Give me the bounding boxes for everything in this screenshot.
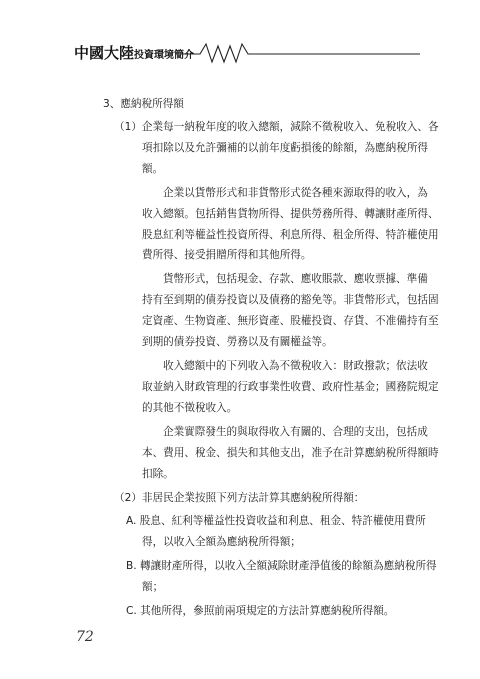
- paragraph-2-line-4: 費所得、接受捐贈所得和其他所得。: [142, 249, 312, 261]
- header-title-main: 中國大陸: [74, 44, 135, 62]
- paragraph-4-line-3: 的其他不徵稅收入。: [142, 402, 238, 414]
- paragraph-1-line-3: 額。: [142, 163, 164, 175]
- paragraph-3-line-3: 定資產、生物資產、無形資產、股權投資、存貨、不准備持有至: [142, 315, 439, 327]
- paragraph-4-line-1: 收入總額中的下列收入為不徵稅收入：財政撥款；依法收: [163, 360, 428, 372]
- item-c-line-1: C. 其他所得，參照前兩項規定的方法計算應納稅所得額。: [126, 605, 395, 617]
- paragraph-2-line-1: 企業以貨幣形式和非貨幣形式從各種來源取得的收入，為: [163, 187, 428, 199]
- item-a-line-1: A. 股息、紅利等權益性投資收益和利息、租金、特許權使用費所: [126, 515, 426, 527]
- paragraph-5-line-1: 企業實際發生的與取得收入有關的、合理的支出，包括成: [163, 426, 428, 438]
- paragraph-2-line-3: 股息紅利等權益性投資所得、利息所得、租金所得、特許權使用: [142, 229, 439, 241]
- paragraph-4-line-2: 取並納入財政管理的行政事業性收費、政府性基金；國務院規定: [142, 381, 439, 393]
- paragraph-1-line-2: 項扣除以及允許彌補的以前年度虧損後的餘額，為應納稅所得: [142, 142, 429, 154]
- paragraph-5-line-2: 本、費用、稅金、損失和其他支出，准予在計算應納稅所得額時: [142, 447, 439, 459]
- paragraph-6-line-1: （2）非居民企業按照下列方法計算其應納稅所得額：: [114, 492, 365, 504]
- header-title-sub: 投資環境簡介: [134, 50, 195, 61]
- page-number: 72: [76, 629, 94, 645]
- paragraph-3-line-4: 到期的債券投資、勞務以及有關權益等。: [142, 336, 333, 348]
- paragraph-5-line-3: 扣除。: [142, 468, 174, 480]
- paragraph-2-line-2: 收入總額。包括銷售貨物所得、提供勞務所得、轉讓財產所得、: [142, 208, 439, 220]
- item-b-line-1: B. 轉讓財產所得，以收入全額減除財產淨值後的餘額為應納稅所得: [126, 560, 437, 572]
- paragraph-3-line-1: 貨幣形式，包括現金、存款、應收賬款、應收票據、準備: [163, 273, 428, 285]
- paragraph-3-line-2: 持有至到期的債券投資以及債務的豁免等。非貨幣形式，包括固: [142, 294, 439, 306]
- paragraph-1-line-1: （1）企業每一納稅年度的收入總額，減除不徵稅收入、免稅收入、各: [114, 121, 439, 133]
- section-heading: 3、應納稅所得額: [103, 98, 184, 110]
- item-a-line-2: 得，以收入全額為應納稅所得額；: [142, 536, 301, 548]
- item-b-line-2: 額；: [142, 581, 164, 593]
